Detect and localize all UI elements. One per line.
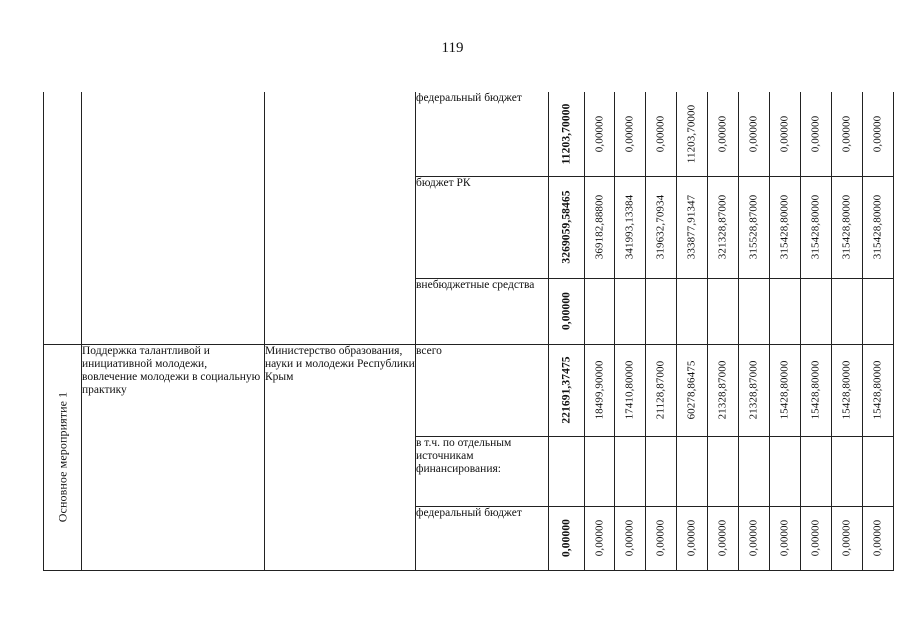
year-value-cell <box>646 506 677 570</box>
year-value-cell <box>863 176 894 278</box>
year-value-cell <box>832 278 863 344</box>
year-value-cell <box>615 436 646 506</box>
year-value-cell <box>708 436 739 506</box>
prev-executor-cell <box>265 92 416 344</box>
year-value: 15428,80000 <box>778 360 791 420</box>
year-value-cell <box>801 278 832 344</box>
prev-event-label-cell <box>44 92 82 344</box>
year-value: 321328,87000 <box>716 194 729 260</box>
year-value-cell <box>615 506 646 570</box>
year-value-cell <box>739 436 770 506</box>
year-value-cell <box>708 344 739 436</box>
year-value: 333877,91347 <box>685 194 698 260</box>
year-value: 11203,70000 <box>685 104 698 163</box>
year-value-cell <box>801 92 832 176</box>
year-value-cell <box>739 344 770 436</box>
event-label: Основное мероприятие 1 <box>55 391 69 523</box>
year-value-cell <box>770 344 801 436</box>
year-value-cell <box>863 278 894 344</box>
year-value: 21128,87000 <box>654 360 667 420</box>
funding-source: в т.ч. по отдельным источникам финансирования: <box>416 436 549 506</box>
year-value-cell <box>646 344 677 436</box>
year-value: 0,00000 <box>654 115 667 152</box>
year-value-cell <box>770 176 801 278</box>
year-value: 0,00000 <box>685 519 698 557</box>
event-name: Поддержка талантливой и инициативной молодежи, вовлечение молодежи в социальную практику <box>82 344 265 570</box>
year-value: 17410,80000 <box>623 360 636 420</box>
funding-source: бюджет РК <box>416 176 549 278</box>
year-value: 0,00000 <box>747 519 760 557</box>
year-value: 0,00000 <box>809 115 822 152</box>
year-value: 0,00000 <box>593 115 605 152</box>
year-value-cell <box>801 506 832 570</box>
year-value: 315428,80000 <box>871 194 884 260</box>
year-value: 15428,80000 <box>809 360 822 420</box>
funding-source: внебюджетные средства <box>416 278 549 344</box>
funding-source: федеральный бюджет <box>416 92 549 176</box>
year-value: 315528,87000 <box>747 194 760 260</box>
year-value-cell <box>832 176 863 278</box>
year-value-cell <box>677 176 708 278</box>
year-value: 341993,13384 <box>623 194 636 260</box>
year-value: 0,00000 <box>809 519 822 557</box>
year-value: 369182,88800 <box>593 194 605 260</box>
total-cell <box>549 176 585 278</box>
total-value: 0,00000 <box>560 518 572 558</box>
year-value-cell <box>677 436 708 506</box>
year-value-cell <box>801 436 832 506</box>
year-value: 18499,90000 <box>593 360 605 420</box>
year-value-cell <box>615 176 646 278</box>
total-value: 11203,70000 <box>560 103 572 165</box>
year-value-cell <box>708 506 739 570</box>
year-value: 315428,80000 <box>840 194 853 260</box>
year-value-cell <box>770 506 801 570</box>
page-number: 119 <box>441 40 464 56</box>
year-value-cell <box>708 278 739 344</box>
year-value-cell <box>832 436 863 506</box>
event-executor: Министерство образования, науки и молодежи Республики Крым <box>265 344 416 570</box>
table-row <box>44 92 894 176</box>
year-value-cell <box>770 92 801 176</box>
year-value-cell <box>677 506 708 570</box>
year-value: 0,00000 <box>871 115 884 152</box>
year-value-cell <box>708 176 739 278</box>
year-value-cell <box>677 92 708 176</box>
year-value-cell <box>739 176 770 278</box>
year-value-cell <box>585 344 615 436</box>
year-value-cell <box>677 344 708 436</box>
year-value: 315428,80000 <box>809 194 822 260</box>
funding-source: всего <box>416 344 549 436</box>
year-value-cell <box>801 176 832 278</box>
year-value: 0,00000 <box>716 115 729 152</box>
year-value-cell <box>832 506 863 570</box>
year-value-cell <box>708 92 739 176</box>
year-value-cell <box>585 176 615 278</box>
year-value: 0,00000 <box>623 115 636 152</box>
year-value-cell <box>832 92 863 176</box>
year-value-cell <box>863 92 894 176</box>
year-value-cell <box>615 92 646 176</box>
year-value: 0,00000 <box>623 519 636 557</box>
year-value-cell <box>801 344 832 436</box>
year-value-cell <box>863 344 894 436</box>
year-value-cell <box>585 278 615 344</box>
total-cell <box>549 344 585 436</box>
year-value-cell <box>646 92 677 176</box>
year-value-cell <box>677 278 708 344</box>
year-value-cell <box>646 436 677 506</box>
year-value: 0,00000 <box>747 115 760 152</box>
event-label-cell <box>44 344 82 570</box>
year-value-cell <box>615 278 646 344</box>
total-value: 3269059,58465 <box>560 190 572 264</box>
year-value-cell <box>646 278 677 344</box>
table-row <box>44 344 894 436</box>
total-cell <box>549 278 585 344</box>
year-value: 0,00000 <box>716 519 729 557</box>
year-value-cell <box>615 344 646 436</box>
year-value-cell <box>739 506 770 570</box>
total-cell <box>549 506 585 570</box>
budget-table <box>43 92 894 571</box>
year-value-cell <box>770 436 801 506</box>
total-cell <box>549 436 585 506</box>
year-value-cell <box>585 92 615 176</box>
year-value: 60278,86475 <box>685 360 698 420</box>
year-value-cell <box>739 278 770 344</box>
year-value-cell <box>739 92 770 176</box>
year-value: 0,00000 <box>778 115 791 152</box>
year-value: 0,00000 <box>778 519 791 557</box>
funding-source: федеральный бюджет <box>416 506 549 570</box>
total-value: 0,00000 <box>560 291 572 331</box>
year-value: 21328,87000 <box>716 360 729 420</box>
year-value: 0,00000 <box>593 519 605 557</box>
year-value: 319632,70934 <box>654 194 667 260</box>
year-value: 315428,80000 <box>778 194 791 260</box>
year-value: 0,00000 <box>871 519 884 557</box>
total-cell <box>549 92 585 176</box>
year-value-cell <box>585 506 615 570</box>
prev-event-name-cell <box>82 92 265 344</box>
year-value: 15428,80000 <box>871 360 884 420</box>
year-value: 15428,80000 <box>840 360 853 420</box>
year-value-cell <box>863 436 894 506</box>
year-value-cell <box>770 278 801 344</box>
year-value-cell <box>832 344 863 436</box>
year-value: 0,00000 <box>840 115 853 152</box>
total-value: 221691,37475 <box>560 356 572 424</box>
year-value: 21328,87000 <box>747 360 760 420</box>
year-value-cell <box>585 436 615 506</box>
year-value-cell <box>646 176 677 278</box>
year-value: 0,00000 <box>654 519 667 557</box>
year-value-cell <box>863 506 894 570</box>
year-value: 0,00000 <box>840 519 853 557</box>
